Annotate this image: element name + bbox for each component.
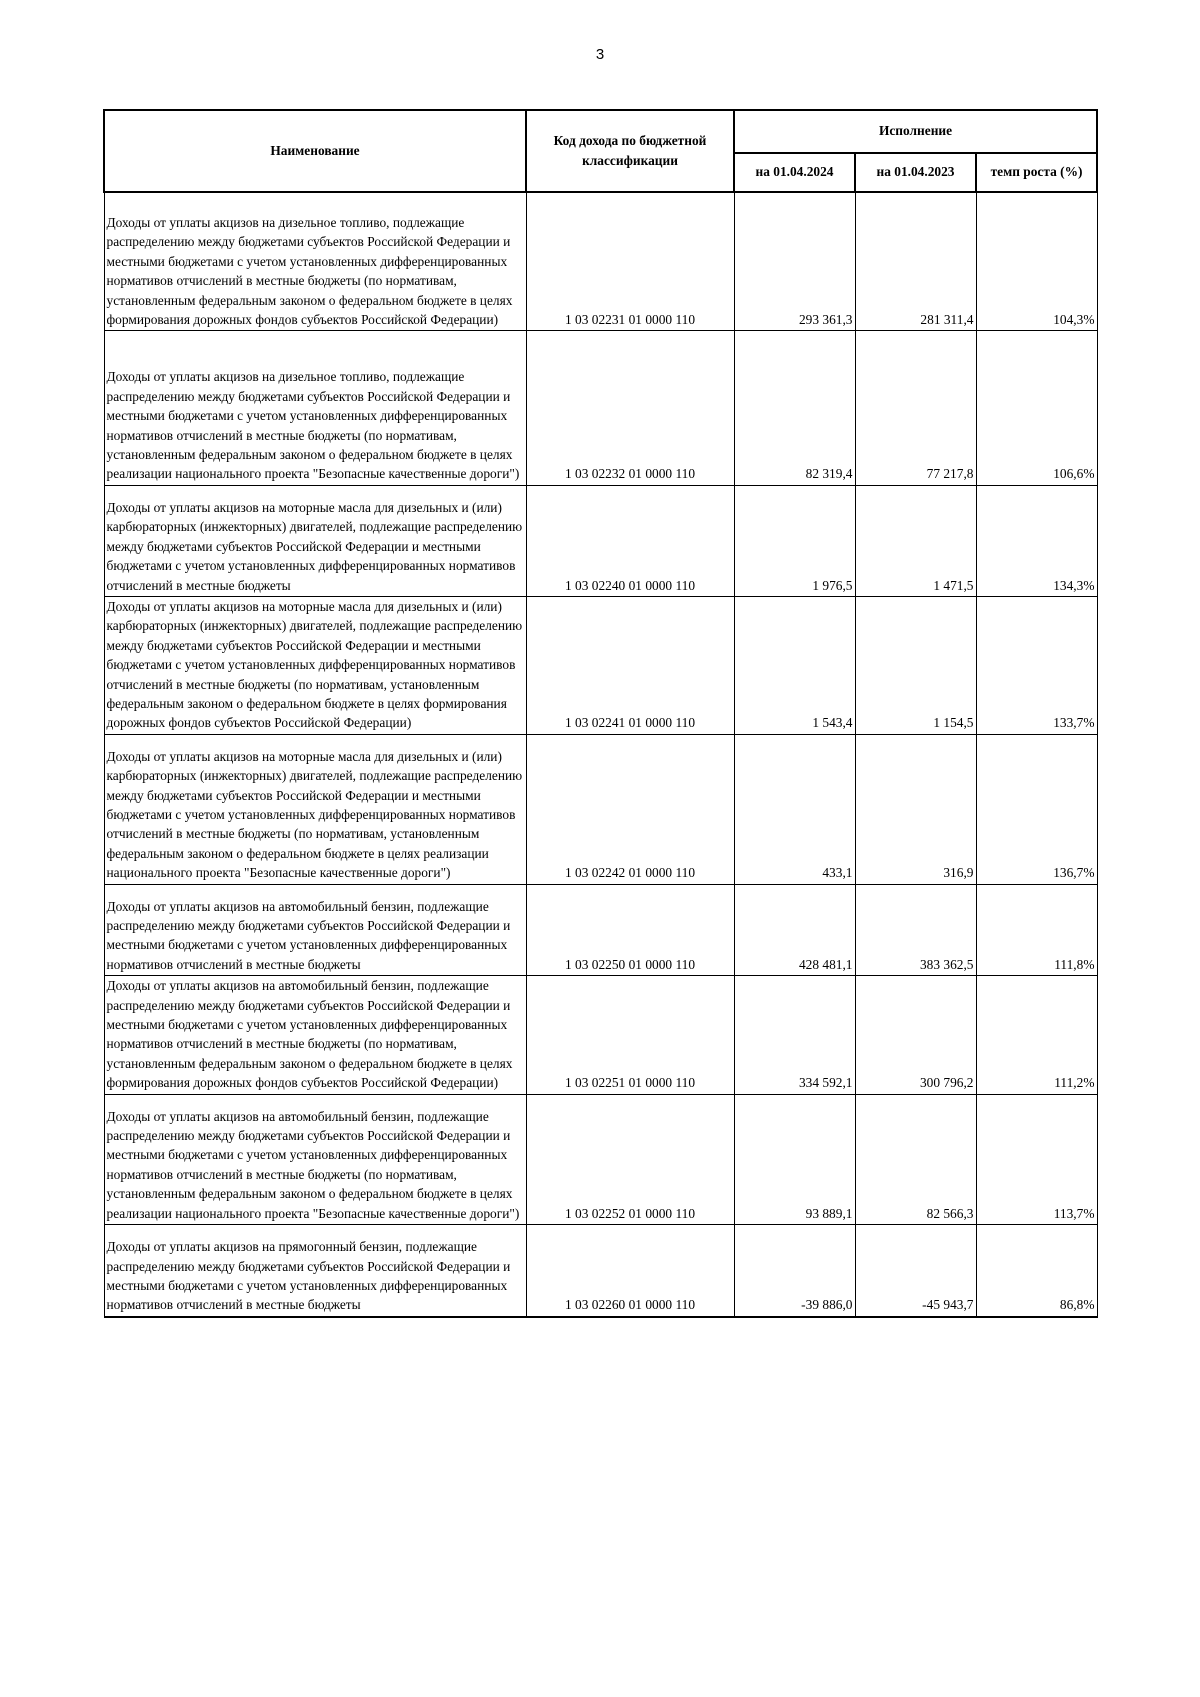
row-growth: 134,3% [976,485,1097,596]
row-growth: 104,3% [976,192,1097,331]
table-header [104,110,1097,192]
row-value-2023: 1 471,5 [855,485,976,596]
table-row [104,734,1097,884]
table-row [104,331,1097,485]
table-row [104,192,1097,331]
row-code: 1 03 02241 01 0000 110 [526,596,734,734]
row-value-2023: -45 943,7 [855,1225,976,1317]
row-growth: 113,7% [976,1094,1097,1224]
row-code: 1 03 02232 01 0000 110 [526,331,734,485]
row-name: Доходы от уплаты акцизов на дизельное топливо, подлежащие распределению между бюджетами субъектов Российской Федерации и местными бюджетами с учетом установленных дифференцированных нормативов отчислений в местные бюджеты (по нормативам, установленным федеральным законом о федеральном бюджете в целях формирования дорожных фондов субъектов Российской Федерации) [104,192,526,331]
row-code: 1 03 02252 01 0000 110 [526,1094,734,1224]
header-execution: Исполнение [734,110,1097,153]
row-value-2024: 1 543,4 [734,596,855,734]
header-date-2024: на 01.04.2024 [734,153,855,192]
header-growth: темп роста (%) [976,153,1097,192]
row-growth: 106,6% [976,331,1097,485]
table-row [104,596,1097,734]
row-value-2023: 300 796,2 [855,976,976,1094]
row-value-2024: 1 976,5 [734,485,855,596]
row-growth: 111,8% [976,884,1097,976]
table-row [104,1094,1097,1224]
row-value-2024: -39 886,0 [734,1225,855,1317]
row-name: Доходы от уплаты акцизов на дизельное топливо, подлежащие распределению между бюджетами субъектов Российской Федерации и местными бюджетами с учетом установленных дифференцированных нормативов отчислений в местные бюджеты (по нормативам, установленным федеральным законом о федеральном бюджете в целях реализации национального проекта "Безопасные качественные дороги") [104,331,526,485]
row-value-2024: 334 592,1 [734,976,855,1094]
row-name: Доходы от уплаты акцизов на автомобильный бензин, подлежащие распределению между бюджетами субъектов Российской Федерации и местными бюджетами с учетом установленных дифференцированных нормативов отчислений в местные бюджеты (по нормативам, установленным федеральным законом о федеральном бюджете в целях реализации национального проекта "Безопасные качественные дороги") [104,1094,526,1224]
row-growth: 86,8% [976,1225,1097,1317]
row-value-2024: 93 889,1 [734,1094,855,1224]
table-row [104,884,1097,976]
row-value-2023: 82 566,3 [855,1094,976,1224]
row-value-2024: 82 319,4 [734,331,855,485]
row-value-2023: 77 217,8 [855,331,976,485]
row-name: Доходы от уплаты акцизов на автомобильный бензин, подлежащие распределению между бюджетами субъектов Российской Федерации и местными бюджетами с учетом установленных дифференцированных нормативов отчислений в местные бюджеты [104,884,526,976]
row-code: 1 03 02250 01 0000 110 [526,884,734,976]
row-name: Доходы от уплаты акцизов на автомобильный бензин, подлежащие распределению между бюджетами субъектов Российской Федерации и местными бюджетами с учетом установленных дифференцированных нормативов отчислений в местные бюджеты (по нормативам, установленным федеральным законом о федеральном бюджете в целях формирования дорожных фондов субъектов Российской Федерации) [104,976,526,1094]
table-row [104,485,1097,596]
table-row [104,976,1097,1094]
row-value-2024: 428 481,1 [734,884,855,976]
row-growth: 111,2% [976,976,1097,1094]
row-growth: 136,7% [976,734,1097,884]
row-name: Доходы от уплаты акцизов на моторные масла для дизельных и (или) карбюраторных (инжекторных) двигателей, подлежащие распределению между бюджетами субъектов Российской Федерации и местными бюджетами с учетом установленных дифференцированных нормативов отчислений в местные бюджеты [104,485,526,596]
row-value-2023: 316,9 [855,734,976,884]
row-value-2023: 1 154,5 [855,596,976,734]
row-value-2023: 383 362,5 [855,884,976,976]
row-code: 1 03 02231 01 0000 110 [526,192,734,331]
table-row [104,1225,1097,1317]
row-code: 1 03 02260 01 0000 110 [526,1225,734,1317]
row-name: Доходы от уплаты акцизов на прямогонный бензин, подлежащие распределению между бюджетами субъектов Российской Федерации и местными бюджетами с учетом установленных дифференцированных нормативов отчислений в местные бюджеты [104,1225,526,1317]
header-date-2023: на 01.04.2023 [855,153,976,192]
row-code: 1 03 02240 01 0000 110 [526,485,734,596]
row-value-2023: 281 311,4 [855,192,976,331]
row-name: Доходы от уплаты акцизов на моторные масла для дизельных и (или) карбюраторных (инжекторных) двигателей, подлежащие распределению между бюджетами субъектов Российской Федерации и местными бюджетами с учетом установленных дифференцированных нормативов отчислений в местные бюджеты (по нормативам, установленным федеральным законом о федеральном бюджете в целях реализации национального проекта "Безопасные качественные дороги") [104,734,526,884]
page-number: 3 [595,46,605,63]
header-code: Код дохода по бюджетной классификации [526,110,734,192]
row-name: Доходы от уплаты акцизов на моторные масла для дизельных и (или) карбюраторных (инжекторных) двигателей, подлежащие распределению между бюджетами субъектов Российской Федерации и местными бюджетами с учетом установленных дифференцированных нормативов отчислений в местные бюджеты (по нормативам, установленным федеральным законом о федеральном бюджете в целях формирования дорожных фондов субъектов Российской Федерации) [104,596,526,734]
row-growth: 133,7% [976,596,1097,734]
row-value-2024: 433,1 [734,734,855,884]
row-value-2024: 293 361,3 [734,192,855,331]
row-code: 1 03 02251 01 0000 110 [526,976,734,1094]
revenue-table [103,109,1098,1318]
row-code: 1 03 02242 01 0000 110 [526,734,734,884]
header-name: Наименование [104,110,526,192]
